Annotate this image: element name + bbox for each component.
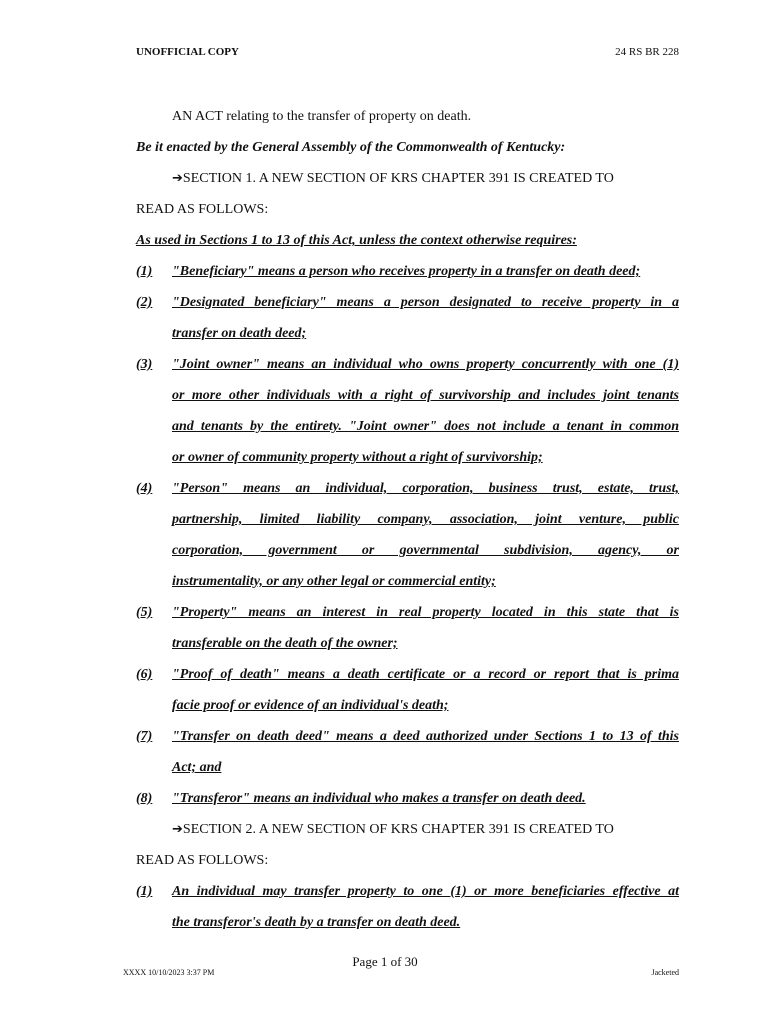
- item-line: transfer on death deed;: [172, 326, 307, 341]
- item-line: "Joint owner" means an individual who owns property concurrently with one (1): [172, 357, 679, 372]
- section-1-heading-text: SECTION 1. A NEW SECTION OF KRS CHAPTER 391 IS CREATED TO: [182, 171, 614, 186]
- item-line: instrumentality, or any other legal or commercial entity;: [172, 574, 496, 589]
- item-number: (3): [136, 357, 153, 372]
- header-right: 24 RS BR 228: [615, 46, 679, 58]
- item-line: "Designated beneficiary" means a person designated to receive property in a: [172, 295, 679, 310]
- footer-right: Jacketed: [651, 968, 679, 977]
- item-line: "Transferor" means an individual who makes a transfer on death deed.: [172, 791, 586, 806]
- item-line: and tenants by the entirety. "Joint owner" does not include a tenant in common: [172, 419, 679, 434]
- item-line: "Person" means an individual, corporation, business trust, estate, trust,: [172, 481, 679, 496]
- item-line: corporation, government or governmental subdivision, agency, or: [172, 543, 679, 558]
- act-title: AN ACT relating to the transfer of property on death.: [172, 109, 472, 124]
- item-line: "Property" means an interest in real property located in this state that is: [172, 605, 679, 620]
- item-line: partnership, limited liability company, association, joint venture, public: [172, 512, 679, 527]
- section-2-heading-text: SECTION 2. A NEW SECTION OF KRS CHAPTER 391 IS CREATED TO: [182, 822, 614, 837]
- item-line: Act; and: [172, 760, 222, 775]
- item-number: (8): [136, 791, 153, 806]
- item-number: (1): [136, 264, 153, 279]
- item-line: An individual may transfer property to one (1) or more beneficiaries effective at: [172, 884, 679, 899]
- item-number: (5): [136, 605, 153, 620]
- section-1-heading-cont: READ AS FOLLOWS:: [136, 202, 269, 217]
- item-number: (4): [136, 481, 153, 496]
- item-line: "Beneficiary" means a person who receives property in a transfer on death deed;: [172, 264, 641, 279]
- enacting-clause: Be it enacted by the General Assembly of the Commonwealth of Kentucky:: [136, 140, 566, 155]
- item-number: (1): [136, 884, 153, 899]
- item-line: "Proof of death" means a death certificate or a record or report that is prima: [172, 667, 679, 682]
- arrow-right-icon: ➔: [172, 171, 183, 186]
- page-number: Page 1 of 30: [352, 954, 418, 969]
- item-line: "Transfer on death deed" means a deed authorized under Sections 1 to 13 of this: [172, 729, 679, 744]
- arrow-right-icon: ➔: [172, 822, 183, 837]
- item-number: (7): [136, 729, 153, 744]
- item-line: transferable on the death of the owner;: [172, 636, 398, 651]
- section-2-heading-cont: READ AS FOLLOWS:: [136, 853, 269, 868]
- item-line: the transferor's death by a transfer on death deed.: [172, 915, 461, 930]
- section-1-heading: [172, 170, 679, 188]
- item-number: (2): [136, 295, 153, 310]
- section-2-heading: [172, 821, 679, 839]
- header-left: UNOFFICIAL COPY: [136, 46, 239, 58]
- item-line: or more other individuals with a right of survivorship and includes joint tenants: [172, 388, 679, 403]
- item-line: or owner of community property without a right of survivorship;: [172, 450, 543, 465]
- item-line: facie proof or evidence of an individual's death;: [172, 698, 449, 713]
- definitions-intro: As used in Sections 1 to 13 of this Act, unless the context otherwise requires:: [136, 233, 577, 248]
- item-number: (6): [136, 667, 153, 682]
- footer-left: XXXX 10/10/2023 3:37 PM: [123, 968, 215, 977]
